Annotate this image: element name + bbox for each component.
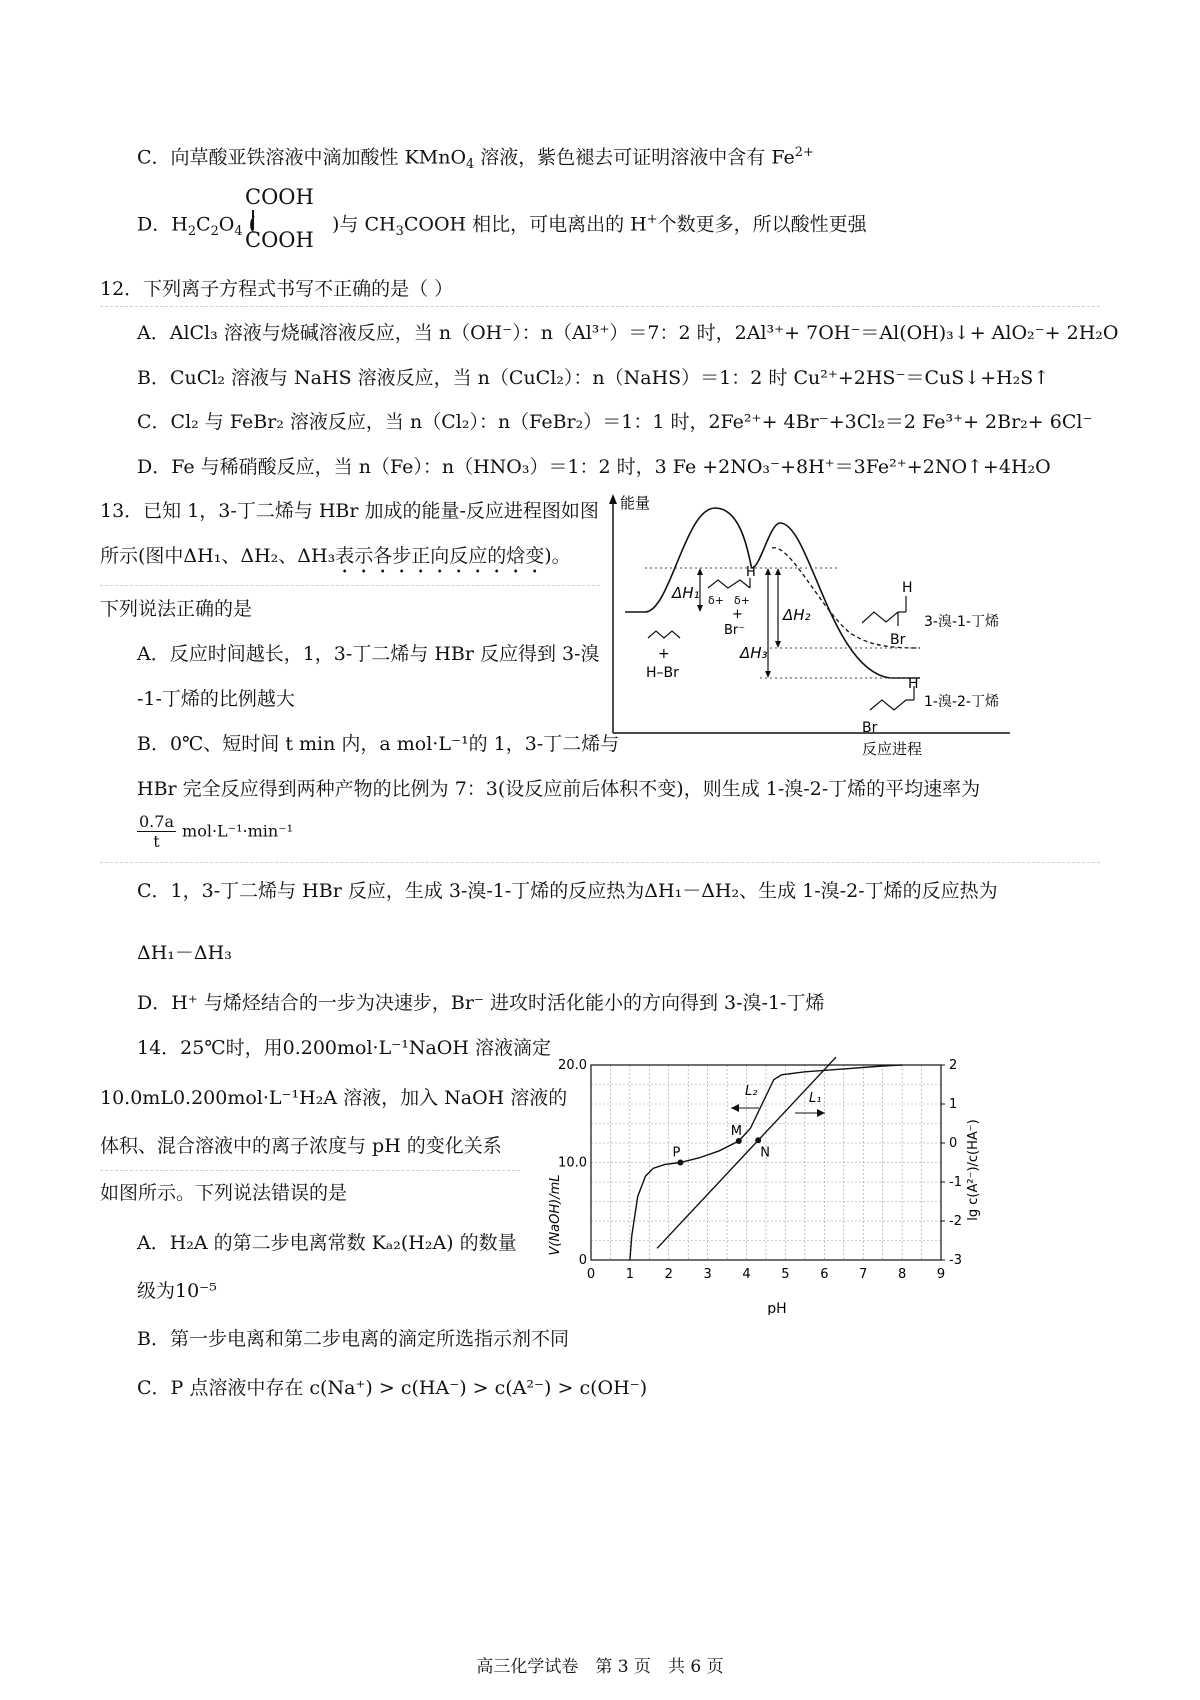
- q12-option-d: D．Fe 与稀硝酸反应，当 n（Fe）：n（HNO₃）＝1：2 时，3 Fe +2NO₃⁻+8H⁺＝3Fe²⁺+2NO↑+4H₂O: [137, 456, 1051, 478]
- x-tick-label: 1: [625, 1267, 635, 1282]
- q14-option-a-line2: 级为10⁻⁵: [137, 1280, 217, 1302]
- svg-text:Br⁻: Br⁻: [724, 623, 746, 638]
- svg-text:+: +: [658, 646, 670, 662]
- x-tick-label: 5: [781, 1267, 790, 1282]
- y-tick-label: 10.0: [558, 1155, 587, 1171]
- q14-stem-line4: 如图所示。下列说法错误的是: [100, 1182, 348, 1204]
- q11-option-c: C．向草酸亚铁溶液中滴加酸性 KMnO$_4$ 溶液，紫色褪去可证明溶液中含有 $Fe^{2+}$: [137, 145, 814, 173]
- x-tick-label: 4: [742, 1267, 751, 1282]
- q12-option-c: C．Cl₂ 与 FeBr₂ 溶液反应，当 n（Cl₂）：n（FeBr₂）＝1：1 时，2Fe²⁺+ 4Br⁻+3Cl₂＝2 Fe³⁺+ 2Br₂+ 6Cl⁻: [137, 411, 1093, 433]
- dh2-label: ΔH₂: [783, 606, 811, 624]
- y2-tick-label: -2: [949, 1214, 962, 1229]
- product2-label: 1-溴-2-丁烯: [924, 694, 999, 710]
- x-tick-label: 8: [897, 1267, 907, 1282]
- point-label-M: M: [730, 1124, 742, 1140]
- q11-option-d: D．$H_2C_2O_4$ ( )与 $CH_3COOH$ 相比，可电离出的 H+个数更多，所以酸性更强: [137, 212, 867, 240]
- svg-text:H–Br: H–Br: [646, 665, 679, 681]
- x-tick-label: 3: [703, 1267, 712, 1282]
- q13-option-c-line1: C．1，3-丁二烯与 HBr 反应，生成 3-溴-1-丁烯的反应热为ΔH₁－ΔH₂、生成 1-溴-2-丁烯的反应热为: [137, 880, 998, 902]
- product1-label: 3-溴-1-丁烯: [924, 614, 999, 630]
- oxalic-bottom-cooh: COOH: [245, 228, 314, 252]
- y-tick-label: 20.0: [558, 1058, 587, 1073]
- titration-chart: [545, 1050, 985, 1315]
- y2-axis-label: lg c(A²⁻)/c(HA⁻): [966, 1119, 981, 1221]
- q12-title: 12．下列离子方程式书写不正确的是（ ）: [100, 278, 454, 300]
- progress-axis-label: 反应进程: [862, 740, 923, 758]
- q14-option-c: C．P 点溶液中存在 c(Na⁺) > c(HA⁻) > c(A²⁻) > c(OH⁻): [137, 1377, 648, 1399]
- point-label-P: P: [672, 1145, 681, 1161]
- series-label-l2: L₂: [745, 1084, 758, 1099]
- y2-tick-label: -3: [949, 1253, 962, 1268]
- svg-text:Br: Br: [890, 632, 906, 648]
- product2-structure: [870, 700, 914, 710]
- q12-option-b: B．CuCl₂ 溶液与 NaHS 溶液反应，当 n（CuCl₂）：n（NaHS）＝1：2 时 Cu²⁺+2HS⁻＝CuS↓+H₂S↑: [137, 367, 1050, 389]
- oxalic-bond: [252, 210, 254, 230]
- q12-option-a: A．AlCl₃ 溶液与烧碱溶液反应，当 n（OH⁻）：n（Al³⁺）＝7：2 时，2Al³⁺+ 7OH⁻＝Al(OH)₃↓+ AlO₂⁻+ 2H₂O: [137, 322, 1119, 344]
- y2-tick-label: 1: [949, 1097, 958, 1112]
- q14-stem-line2: 10.0mL0.200mol·L⁻¹H₂A 溶液，加入 NaOH 溶液的: [100, 1087, 568, 1109]
- x-tick-label: 9: [936, 1267, 946, 1282]
- q13-option-b-line3: $\frac{0.7a}{t}$ mol·L⁻¹·min⁻¹: [139, 812, 294, 852]
- svg-text:+: +: [732, 607, 743, 622]
- point-label-N: N: [760, 1145, 770, 1161]
- y2-tick-label: 0: [949, 1136, 958, 1151]
- series-label-l1: L₁: [809, 1091, 822, 1106]
- x-axis-label: pH: [767, 1301, 787, 1315]
- page-footer: 高三化学试卷 第 3 页 共 6 页: [476, 1657, 724, 1677]
- arrow-up-icon: [609, 494, 617, 504]
- q13-option-c-line2: ΔH₁－ΔH₃: [137, 942, 232, 964]
- y2-tick-label: -1: [949, 1175, 962, 1190]
- x-tick-label: 0: [586, 1267, 596, 1282]
- y2-tick-label: 2: [949, 1058, 958, 1073]
- q13-stem-line2: 所示(图中ΔH₁、ΔH₂、ΔH₃表示各步正向反应的焓变)。: [100, 545, 571, 567]
- svg-text:H: H: [902, 580, 913, 596]
- q13-option-d: D．H⁺ 与烯烃结合的一步为决速步，Br⁻ 进攻时活化能小的方向得到 3-溴-1-丁烯: [137, 992, 825, 1014]
- svg-text:δ+: δ+: [734, 594, 750, 607]
- svg-text:H: H: [746, 565, 756, 580]
- x-tick-label: 7: [859, 1267, 868, 1282]
- svg-text:δ+: δ+: [708, 594, 724, 607]
- q14-stem-line3: 体积、混合溶液中的离子浓度与 pH 的变化关系: [100, 1135, 502, 1157]
- allyl-cation: [708, 580, 750, 588]
- q14-stem-line1: 14．25℃时，用0.200mol·L⁻¹NaOH 溶液滴定: [137, 1037, 551, 1059]
- dh3-label: ΔH₃: [740, 644, 768, 662]
- energy-diagram: [600, 488, 1120, 763]
- point-N: [755, 1137, 761, 1143]
- q13-option-a-line1: A．反应时间越长，1，3-丁二烯与 HBr 反应得到 3-溴: [137, 643, 600, 665]
- q13-stem-line1: 13．已知 1，3-丁二烯与 HBr 加成的能量-反应进程图如图: [100, 500, 599, 522]
- q13-option-a-line2: -1-丁烯的比例越大: [137, 688, 295, 710]
- x-tick-label: 2: [664, 1267, 673, 1282]
- product1-structure: [862, 612, 898, 623]
- q14-option-a-line1: A．H₂A 的第二步电离常数 Kₐ₂(H₂A) 的数量: [137, 1232, 517, 1254]
- chart-points: [672, 1124, 770, 1165]
- svg-text:Br: Br: [862, 720, 878, 736]
- chart-axes: [558, 1058, 962, 1282]
- q14-option-b: B．第一步电离和第二步电离的滴定所选指示剂不同: [137, 1328, 569, 1350]
- y-tick-label: 0: [578, 1253, 587, 1268]
- svg-text:H: H: [908, 676, 919, 692]
- dh1-label: ΔH₁: [672, 584, 700, 602]
- x-tick-label: 6: [820, 1267, 829, 1282]
- butadiene-molecule: [648, 631, 680, 638]
- q13-option-b-line2: HBr 完全反应得到两种产物的比例为 7：3(设反应前后体积不变)，则生成 1-溴-2-丁烯的平均速率为: [137, 778, 981, 800]
- q13-stem-line3: 下列说法正确的是: [100, 598, 253, 620]
- oxalic-top-cooh: COOH: [245, 185, 314, 209]
- energy-axis-label: 能量: [620, 494, 651, 512]
- y-axis-label: V(NaOH)/mL: [548, 1174, 563, 1256]
- q13-option-b-line1: B．0℃、短时间 t min 内，a mol·L⁻¹的 1，3-丁二烯与: [137, 733, 620, 755]
